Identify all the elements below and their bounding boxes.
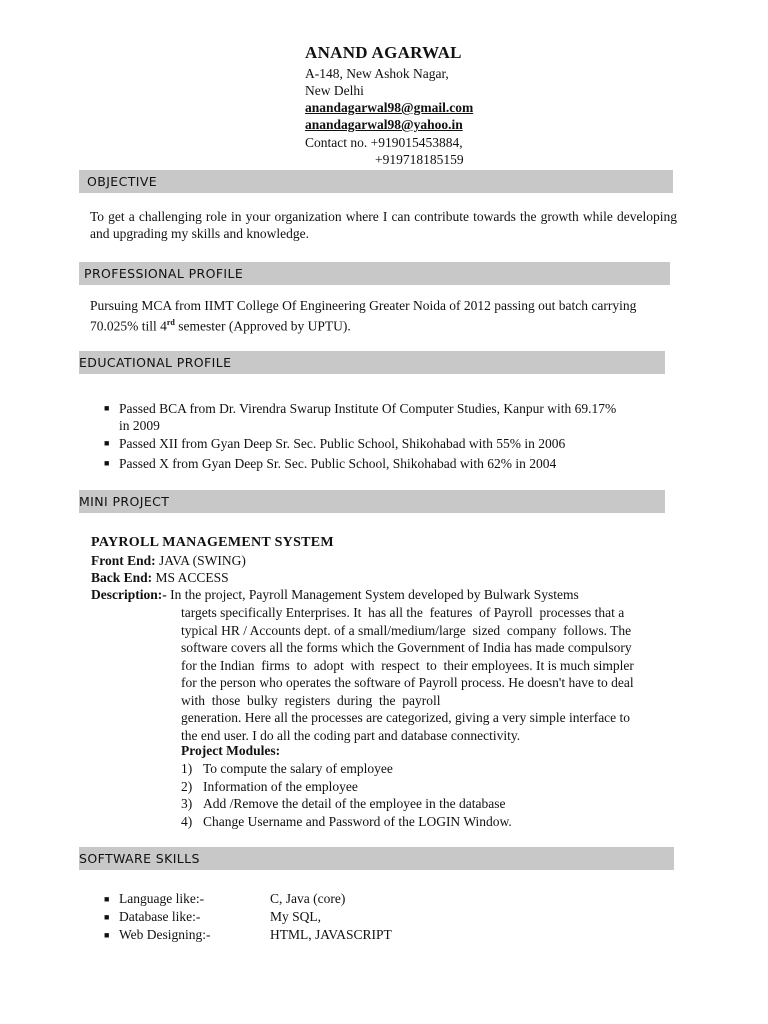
professional-profile-line-1: Pursuing MCA from IIMT College Of Engineering Greater Noida of 2012 passing out batch carrying <box>90 298 637 313</box>
professional-profile-heading: PROFESSIONAL PROFILE <box>79 262 670 285</box>
description-first-line: Description:- In the project, Payroll Management System developed by Bulwark Systems <box>91 587 579 602</box>
description-line: generation. Here all the processes are categorized, giving a very simple interface to <box>181 710 631 725</box>
contact-number-2: +919718185159 <box>375 152 464 167</box>
skill-value-web: HTML, JAVASCRIPT <box>270 927 392 942</box>
description-line: for the person who operates the software of Payroll process. He doesn't have to deal <box>181 675 634 690</box>
education-item-xii: Passed XII from Gyan Deep Sr. Sec. Public School, Shikohabad with 55% in 2006 <box>119 436 566 451</box>
bullet-icon: ■ <box>104 438 110 448</box>
module-item: 1) To compute the salary of employee <box>181 761 393 776</box>
project-modules-label: Project Modules: <box>181 743 281 758</box>
description-line: with those bulky registers during the payroll <box>181 692 441 708</box>
module-item: 4) Change Username and Password of the LOGIN Window. <box>181 813 512 829</box>
candidate-name: ANAND AGARWAL <box>305 43 462 62</box>
description-line: targets specifically Enterprises. It has all the features of Payroll processes that a <box>181 605 625 620</box>
description-line: for the Indian firms to adopt with respect to their employees. It is much simpler <box>181 657 634 673</box>
address-line-2: New Delhi <box>305 83 364 98</box>
email-link-yahoo[interactable]: anandagarwal98@yahoo.in <box>305 117 463 132</box>
skill-label-web: Web Designing:- <box>119 927 211 942</box>
module-item: 3) Add /Remove the detail of the employee in the database <box>181 796 506 811</box>
educational-profile-heading: EDUCATIONAL PROFILE <box>79 351 665 374</box>
software-skills-heading: SOFTWARE SKILLS <box>79 847 674 870</box>
bullet-icon: ■ <box>104 458 110 468</box>
professional-profile-line-2: 70.025% till 4rd semester (Approved by UPTU). <box>90 318 351 334</box>
back-end-row: Back End: MS ACCESS <box>91 570 229 585</box>
front-end-row: Front End: JAVA (SWING) <box>91 553 246 568</box>
objective-heading: OBJECTIVE <box>79 170 673 193</box>
description-line: typical HR / Accounts dept. of a small/medium/large sized company follows. The <box>181 622 632 638</box>
description-line: software covers all the forms which the Government of India has made compulsory <box>181 640 632 655</box>
description-line: the end user. I do all the coding part and database connectivity. <box>181 727 521 743</box>
module-item: 2) Information of the employee <box>181 778 358 794</box>
address-line-1: A-148, New Ashok Nagar, <box>305 66 449 81</box>
skill-value-database: My SQL, <box>270 909 322 924</box>
education-item-x: Passed X from Gyan Deep Sr. Sec. Public School, Shikohabad with 62% in 2004 <box>119 456 557 471</box>
bullet-icon: ■ <box>104 912 110 922</box>
education-item-bca: Passed BCA from Dr. Virendra Swarup Institute Of Computer Studies, Kanpur with 69.17% <box>119 401 617 416</box>
skill-label-database: Database like:- <box>119 909 201 924</box>
skill-value-language: C, Java (core) <box>270 891 346 906</box>
bullet-icon: ■ <box>104 894 110 904</box>
education-item-bca-year: in 2009 <box>119 418 160 433</box>
email-link-gmail[interactable]: anandagarwal98@gmail.com <box>305 100 474 115</box>
contact-number-1: Contact no. +919015453884, <box>305 135 463 150</box>
mini-project-heading: MINI PROJECT <box>79 490 665 513</box>
project-title: PAYROLL MANAGEMENT SYSTEM <box>91 535 334 550</box>
skill-label-language: Language like:- <box>119 891 205 906</box>
objective-text: To get a challenging role in your organization where I can contribute towards the growth while developing and upgrading my skills and knowledge. <box>90 209 677 241</box>
bullet-icon: ■ <box>104 403 110 413</box>
bullet-icon: ■ <box>104 930 110 940</box>
